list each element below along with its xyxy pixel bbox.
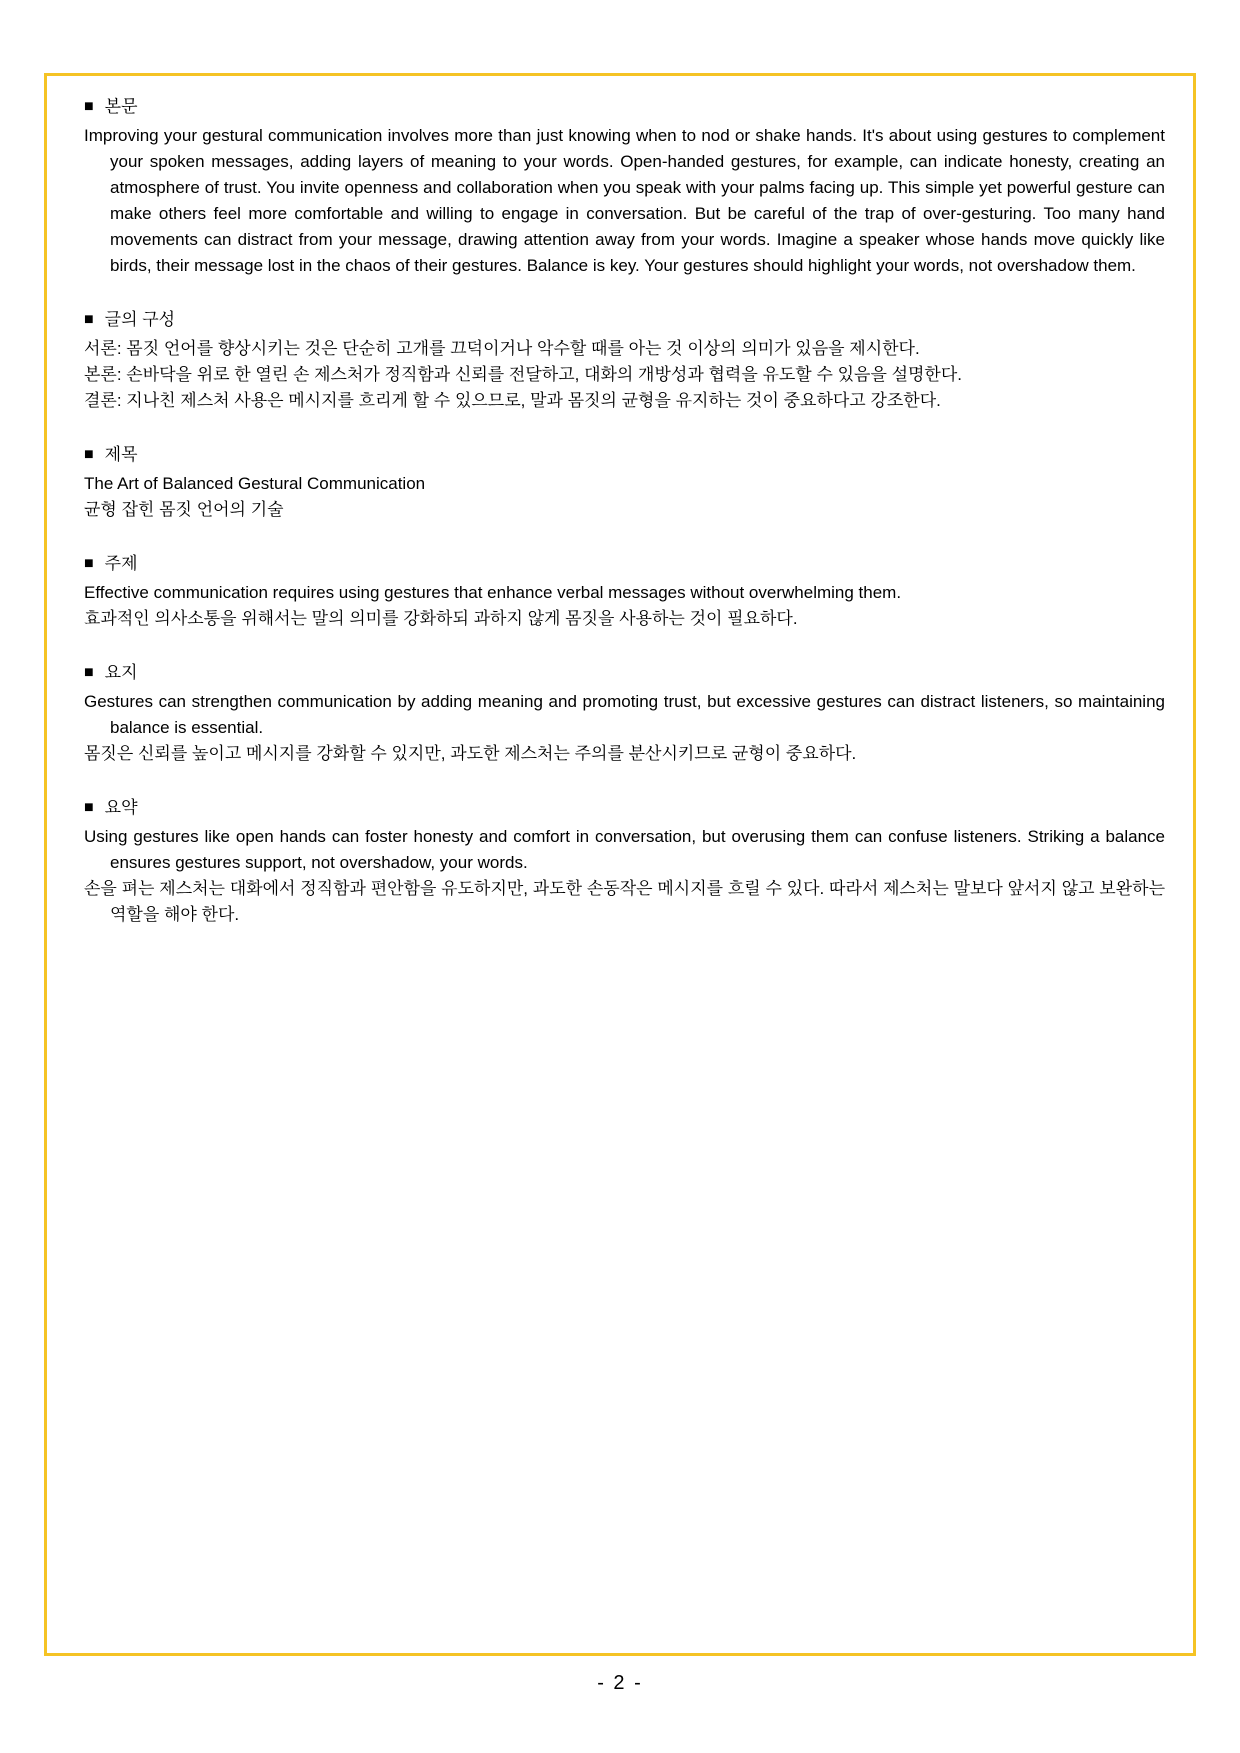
section-heading-summary [84, 795, 1165, 821]
topic-korean-line: 효과적인 의사소통을 위해서는 말의 의미를 강화하되 과하지 않게 몸짓을 사용하는 것이 필요하다. [84, 609, 798, 628]
section-title-main-text: 본문 [104, 97, 138, 116]
composition-intro-line: 서론: 몸짓 언어를 향상시키는 것은 단순히 고개를 끄덕이거나 악수할 때를 아는 것 이상의 의미가 있음을 제시한다. [84, 339, 920, 358]
section-composition [84, 307, 1165, 414]
title-korean-line: 균형 잡힌 몸짓 언어의 기술 [84, 500, 284, 519]
section-heading-topic [84, 551, 1165, 577]
topic-english-line: Effective communication requires using gestures that enhance verbal messages without overwhelming them. [84, 583, 902, 602]
page-number: - 2 - [597, 1672, 643, 1694]
section-topic [84, 551, 1165, 632]
summary-korean-paragraph: 손을 펴는 제스처는 대화에서 정직함과 편안함을 유도하지만, 과도한 손동작은 메시지를 흐릴 수 있다. 따라서 제스처는 말보다 앞서지 않고 보완하는 역할을 해야 한다. [84, 879, 1165, 924]
section-gist [84, 660, 1165, 767]
square-bullet-icon: ■ [84, 311, 94, 328]
composition-body-line: 본론: 손바닥을 위로 한 열린 손 제스처가 정직함과 신뢰를 전달하고, 대화의 개방성과 협력을 유도할 수 있음을 설명한다. [84, 365, 962, 384]
section-heading-title [84, 442, 1165, 468]
section-title-gist: 요지 [104, 663, 138, 682]
section-main-text [84, 94, 1165, 279]
composition-conclusion-line: 결론: 지나친 제스처 사용은 메시지를 흐리게 할 수 있으므로, 말과 몸짓의 균형을 유지하는 것이 중요하다고 강조한다. [84, 391, 941, 410]
section-title-topic: 주제 [104, 554, 138, 573]
square-bullet-icon: ■ [84, 799, 94, 816]
square-bullet-icon: ■ [84, 98, 94, 115]
section-heading-main-text [84, 94, 1165, 120]
section-title-summary: 요약 [104, 798, 138, 817]
gist-english-paragraph: Gestures can strengthen communication by adding meaning and promoting trust, but excessive gestures can distract listeners, so maintaining balance is essential. [84, 692, 1165, 737]
title-english-line: The Art of Balanced Gestural Communication [84, 474, 426, 493]
section-title-title: 제목 [104, 445, 138, 464]
section-heading-gist [84, 660, 1165, 686]
section-heading-composition [84, 307, 1165, 333]
square-bullet-icon: ■ [84, 555, 94, 572]
gist-korean-line: 몸짓은 신뢰를 높이고 메시지를 강화할 수 있지만, 과도한 제스처는 주의를 분산시키므로 균형이 중요하다. [84, 744, 857, 763]
summary-english-paragraph: Using gestures like open hands can foster honesty and comfort in conversation, but overusing them can confuse listeners. Striking a balance ensures gestures support, not overshadow, your words. [84, 827, 1165, 872]
square-bullet-icon: ■ [84, 446, 94, 463]
document-content-frame [44, 73, 1196, 1656]
square-bullet-icon: ■ [84, 664, 94, 681]
section-title-block [84, 442, 1165, 523]
main-text-english-paragraph: Improving your gestural communication involves more than just knowing when to nod or shake hands. It's about using gestures to complement your spoken messages, adding layers of meaning to your words. Open-handed gestures, for example, can indicate honesty, creating an atmosphere of trust. You invite openness and collaboration when you speak with your palms facing up. This simple yet powerful gesture can make others feel more comfortable and willing to engage in conversation. But be careful of the trap of over-gesturing. Too many hand movements can distract from your message, drawing attention away from your words. Imagine a speaker whose hands move quickly like birds, their message lost in the chaos of their gestures. Balance is key. Your gestures should highlight your words, not overshadow them. [84, 126, 1165, 275]
section-summary [84, 795, 1165, 928]
section-title-composition: 글의 구성 [104, 310, 176, 329]
